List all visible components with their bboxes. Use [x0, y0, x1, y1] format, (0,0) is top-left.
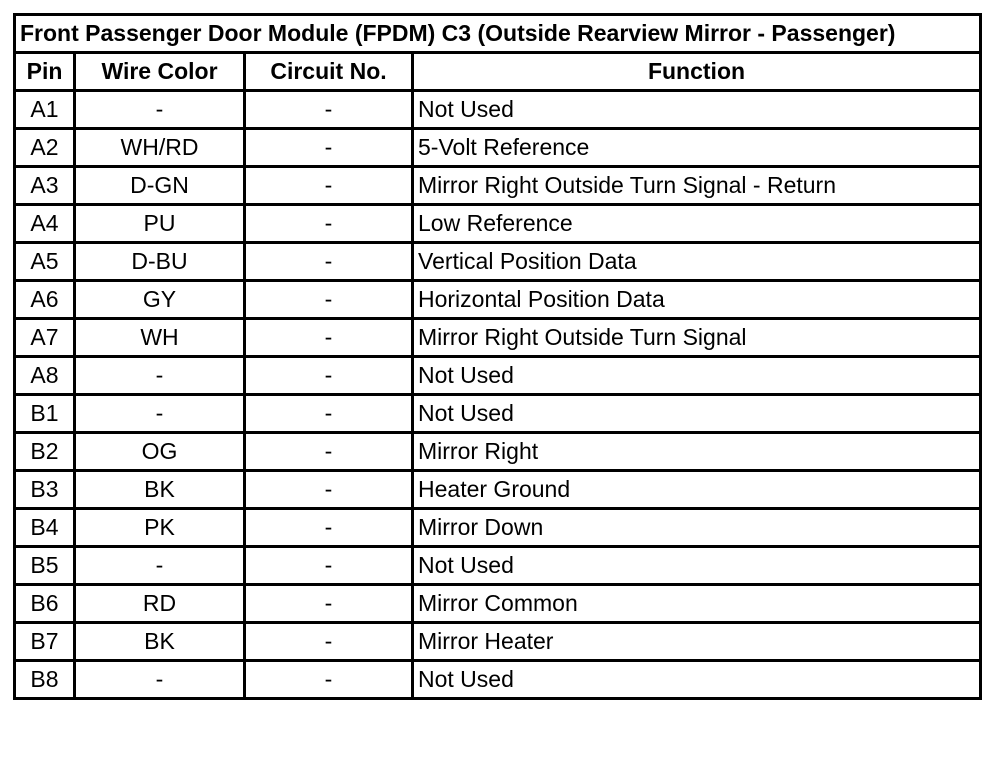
table-row	[15, 167, 981, 205]
pin-cell: B1	[15, 395, 75, 433]
wire-color-cell: -	[75, 91, 245, 129]
pin-cell: A6	[15, 281, 75, 319]
wire-color-cell: BK	[75, 471, 245, 509]
function-cell: Vertical Position Data	[413, 243, 981, 281]
pin-cell: B7	[15, 623, 75, 661]
table-row	[15, 623, 981, 661]
table-row	[15, 395, 981, 433]
wire-color-cell: -	[75, 395, 245, 433]
table-row	[15, 547, 981, 585]
function-cell: Low Reference	[413, 205, 981, 243]
function-cell: Heater Ground	[413, 471, 981, 509]
table-row	[15, 661, 981, 699]
table-title-row	[15, 15, 981, 53]
function-cell: Not Used	[413, 395, 981, 433]
wire-color-cell: RD	[75, 585, 245, 623]
pin-cell: A2	[15, 129, 75, 167]
pin-cell: B4	[15, 509, 75, 547]
table-header-row	[15, 53, 981, 91]
pin-cell: A3	[15, 167, 75, 205]
table-row	[15, 129, 981, 167]
wire-color-cell: WH/RD	[75, 129, 245, 167]
circuit-cell: -	[245, 471, 413, 509]
pin-cell: B6	[15, 585, 75, 623]
circuit-cell: -	[245, 167, 413, 205]
circuit-cell: -	[245, 623, 413, 661]
function-cell: Mirror Common	[413, 585, 981, 623]
pin-cell: B2	[15, 433, 75, 471]
table-row	[15, 205, 981, 243]
circuit-cell: -	[245, 243, 413, 281]
wire-color-cell: PK	[75, 509, 245, 547]
function-cell: Horizontal Position Data	[413, 281, 981, 319]
wire-color-cell: -	[75, 547, 245, 585]
circuit-cell: -	[245, 395, 413, 433]
function-cell: Not Used	[413, 661, 981, 699]
table-row	[15, 509, 981, 547]
function-cell: Not Used	[413, 547, 981, 585]
function-cell: Not Used	[413, 91, 981, 129]
circuit-cell: -	[245, 585, 413, 623]
circuit-cell: -	[245, 205, 413, 243]
circuit-cell: -	[245, 547, 413, 585]
header-wire-color: Wire Color	[75, 53, 245, 91]
wire-color-cell: WH	[75, 319, 245, 357]
table-row	[15, 319, 981, 357]
pin-cell: A5	[15, 243, 75, 281]
wire-color-cell: -	[75, 357, 245, 395]
wire-color-cell: -	[75, 661, 245, 699]
header-pin: Pin	[15, 53, 75, 91]
wire-color-cell: BK	[75, 623, 245, 661]
circuit-cell: -	[245, 319, 413, 357]
circuit-cell: -	[245, 129, 413, 167]
pin-cell: B3	[15, 471, 75, 509]
function-cell: Mirror Heater	[413, 623, 981, 661]
wire-color-cell: D-BU	[75, 243, 245, 281]
table-row	[15, 281, 981, 319]
pin-cell: A4	[15, 205, 75, 243]
circuit-cell: -	[245, 91, 413, 129]
header-function: Function	[413, 53, 981, 91]
table-row	[15, 471, 981, 509]
circuit-cell: -	[245, 509, 413, 547]
function-cell: Not Used	[413, 357, 981, 395]
function-cell: 5-Volt Reference	[413, 129, 981, 167]
wire-color-cell: D-GN	[75, 167, 245, 205]
header-circuit-no: Circuit No.	[245, 53, 413, 91]
table-title: Front Passenger Door Module (FPDM) C3 (Outside Rearview Mirror - Passenger)	[15, 15, 981, 53]
function-cell: Mirror Down	[413, 509, 981, 547]
table-row	[15, 433, 981, 471]
table-row	[15, 357, 981, 395]
wire-color-cell: OG	[75, 433, 245, 471]
circuit-cell: -	[245, 433, 413, 471]
function-cell: Mirror Right Outside Turn Signal	[413, 319, 981, 357]
wire-color-cell: PU	[75, 205, 245, 243]
connector-pinout-table	[13, 13, 982, 700]
circuit-cell: -	[245, 661, 413, 699]
table-row	[15, 243, 981, 281]
function-cell: Mirror Right	[413, 433, 981, 471]
pin-cell: B8	[15, 661, 75, 699]
circuit-cell: -	[245, 281, 413, 319]
function-cell: Mirror Right Outside Turn Signal - Return	[413, 167, 981, 205]
circuit-cell: -	[245, 357, 413, 395]
table-row	[15, 585, 981, 623]
pin-cell: A1	[15, 91, 75, 129]
table-row	[15, 91, 981, 129]
pin-cell: A7	[15, 319, 75, 357]
pin-cell: A8	[15, 357, 75, 395]
pin-cell: B5	[15, 547, 75, 585]
wire-color-cell: GY	[75, 281, 245, 319]
